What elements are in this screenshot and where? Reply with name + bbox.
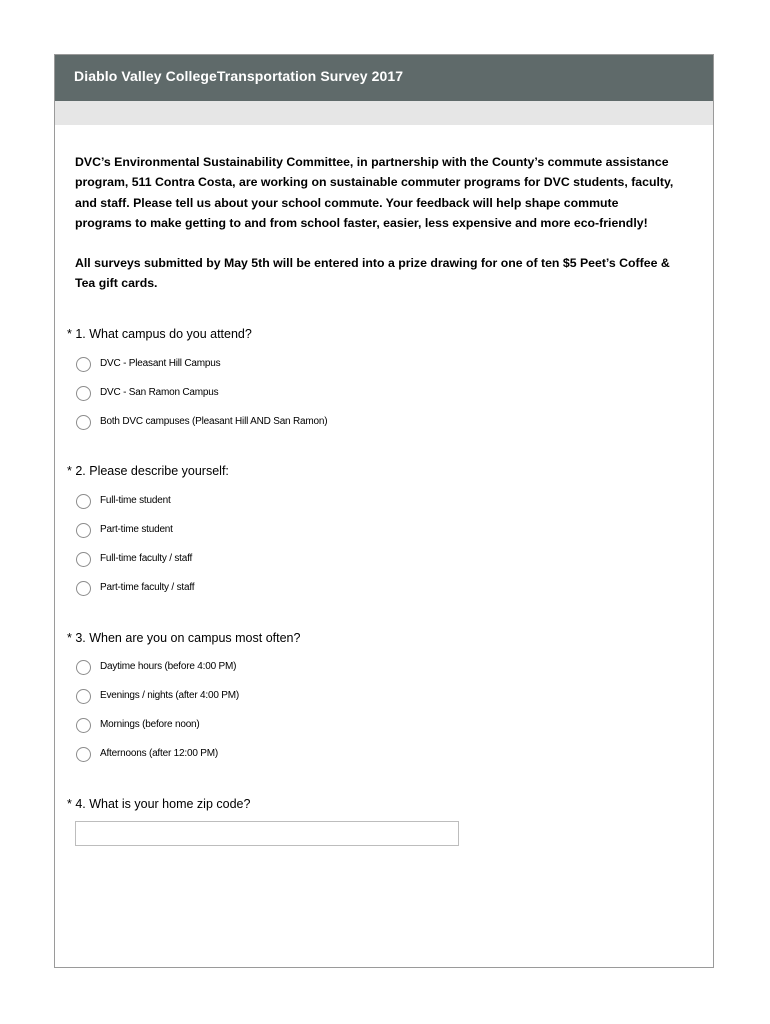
- radio-button[interactable]: [76, 747, 91, 762]
- survey-page: [54, 54, 714, 968]
- question-2-label: * 2. Please describe yourself:: [67, 464, 229, 478]
- radio-button[interactable]: [76, 552, 91, 567]
- intro-paragraph: DVC’s Environmental Sustainability Committee, in partnership with the County’s commute assistance program, 511 Contra Costa, are working on sustainable commuter programs for DVC students, faculty, and staff. Please tell us about your school commute. Your feedback will help shape commute programs to make getting to and from school faster, easier, less expensive and more eco-friendly!: [75, 155, 674, 230]
- radio-option-label: DVC - San Ramon Campus: [100, 387, 219, 398]
- radio-button[interactable]: [76, 523, 91, 538]
- radio-button[interactable]: [76, 718, 91, 733]
- question-3-label: * 3. When are you on campus most often?: [67, 631, 301, 645]
- radio-button[interactable]: [76, 386, 91, 401]
- radio-button[interactable]: [76, 494, 91, 509]
- survey-header: [55, 55, 713, 101]
- question-4-label: * 4. What is your home zip code?: [67, 797, 251, 811]
- radio-option-label: Full-time faculty / staff: [100, 553, 193, 564]
- question-1-label: * 1. What campus do you attend?: [67, 327, 252, 341]
- radio-button[interactable]: [76, 660, 91, 675]
- radio-button[interactable]: [76, 357, 91, 372]
- radio-option-label: Afternoons (after 12:00 PM): [100, 748, 218, 759]
- progress-bar-area: [55, 101, 713, 125]
- radio-button[interactable]: [76, 689, 91, 704]
- radio-option-label: Part-time faculty / staff: [100, 582, 195, 593]
- survey-title: Diablo Valley CollegeTransportation Survey 2017: [74, 68, 404, 84]
- radio-option-label: Both DVC campuses (Pleasant Hill AND San Ramon): [100, 416, 328, 427]
- radio-option-label: Mornings (before noon): [100, 719, 200, 730]
- radio-option-label: Daytime hours (before 4:00 PM): [100, 661, 237, 672]
- radio-button[interactable]: [76, 581, 91, 596]
- radio-option-label: Full-time student: [100, 495, 171, 506]
- zip-code-input[interactable]: [75, 821, 459, 846]
- radio-button[interactable]: [76, 415, 91, 430]
- radio-option-label: Evenings / nights (after 4:00 PM): [100, 690, 240, 701]
- intro-prize-paragraph: All surveys submitted by May 5th will be entered into a prize drawing for one of ten $5 Peet’s Coffee & Tea gift cards.: [75, 256, 670, 291]
- radio-option-label: Part-time student: [100, 524, 173, 535]
- radio-option-label: DVC - Pleasant Hill Campus: [100, 358, 221, 369]
- survey-intro: [75, 152, 675, 294]
